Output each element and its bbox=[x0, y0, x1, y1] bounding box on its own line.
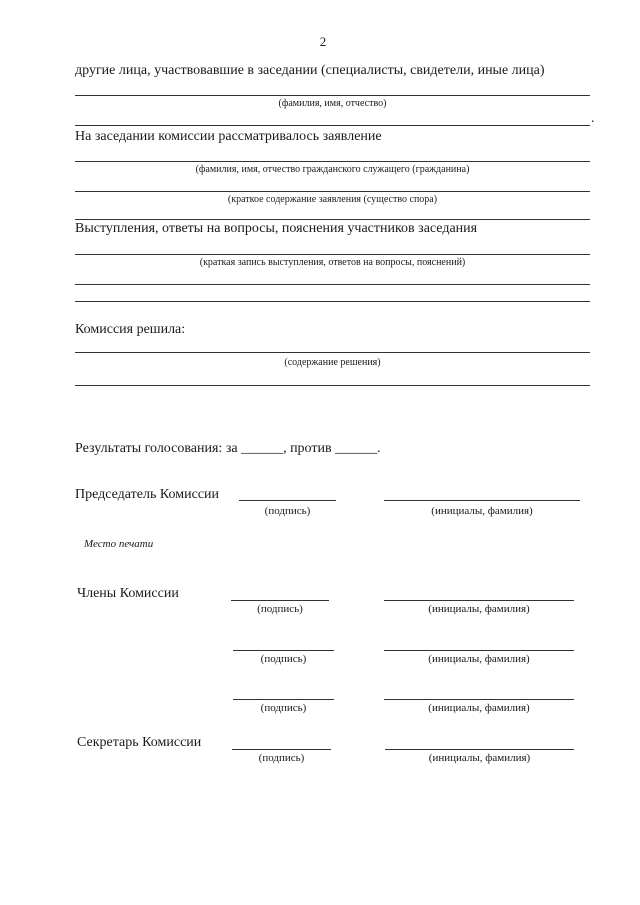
speeches-label: Выступления, ответы на вопросы, пояснения участников заседания bbox=[75, 221, 478, 236]
chairman-signature-caption: (подпись) bbox=[264, 505, 311, 517]
speeches-caption: (краткая запись выступления, ответов на вопросы, пояснений) bbox=[199, 257, 466, 268]
participants-end-mark: . bbox=[591, 111, 595, 126]
secretary-name-line bbox=[385, 749, 574, 750]
statement-summary-line bbox=[75, 191, 590, 192]
statement-summary-caption: (краткое содержание заявления (существо спора) bbox=[227, 194, 438, 205]
chairman-label: Председатель Комиссии bbox=[75, 487, 219, 502]
decision-label: Комиссия решила: bbox=[75, 322, 186, 337]
speeches-line-2 bbox=[75, 284, 590, 285]
secretary-signature-caption: (подпись) bbox=[258, 752, 305, 764]
participants-line-1 bbox=[75, 95, 590, 96]
member-3-name-caption: (инициалы, фамилия) bbox=[428, 702, 530, 714]
participants-line-2 bbox=[75, 125, 590, 126]
seal-place: Место печати bbox=[84, 538, 154, 550]
member-1-signature-line bbox=[231, 600, 329, 601]
member-2-name-line bbox=[384, 650, 574, 651]
secretary-label: Секретарь Комиссии bbox=[77, 735, 202, 750]
secretary-signature-line bbox=[232, 749, 331, 750]
member-1-signature-caption: (подпись) bbox=[257, 603, 303, 615]
member-3-name-line bbox=[384, 699, 574, 700]
statement-name-caption: (фамилия, имя, отчество гражданского служащего (гражданина) bbox=[195, 164, 470, 175]
speeches-line-1 bbox=[75, 254, 590, 255]
decision-line-1 bbox=[75, 352, 590, 353]
voting-results: Результаты голосования: за ______, против ______. bbox=[75, 441, 381, 456]
chairman-name-line bbox=[384, 500, 580, 501]
decision-line-2 bbox=[75, 385, 590, 386]
statement-label: На заседании комиссии рассматривалось заявление bbox=[75, 129, 382, 144]
participants-caption: (фамилия, имя, отчество) bbox=[278, 98, 387, 109]
chairman-name-caption: (инициалы, фамилия) bbox=[431, 505, 533, 517]
secretary-name-caption: (инициалы, фамилия) bbox=[428, 752, 531, 764]
member-2-signature-line bbox=[233, 650, 334, 651]
decision-caption: (содержание решения) bbox=[284, 357, 381, 368]
member-3-signature-caption: (подпись) bbox=[260, 702, 307, 714]
chairman-signature-line bbox=[239, 500, 336, 501]
member-1-name-caption: (инициалы, фамилия) bbox=[428, 603, 530, 615]
speeches-line-3 bbox=[75, 301, 590, 302]
statement-name-line bbox=[75, 161, 590, 162]
page-number: 2 bbox=[319, 34, 327, 49]
member-2-signature-caption: (подпись) bbox=[260, 653, 307, 665]
statement-extra-line bbox=[75, 219, 590, 220]
member-2-name-caption: (инициалы, фамилия) bbox=[428, 653, 530, 665]
participants-label: другие лица, участвовавшие в заседании (специалисты, свидетели, иные лица) bbox=[75, 63, 545, 78]
member-3-signature-line bbox=[233, 699, 334, 700]
members-label: Члены Комиссии bbox=[77, 586, 179, 601]
member-1-name-line bbox=[384, 600, 574, 601]
